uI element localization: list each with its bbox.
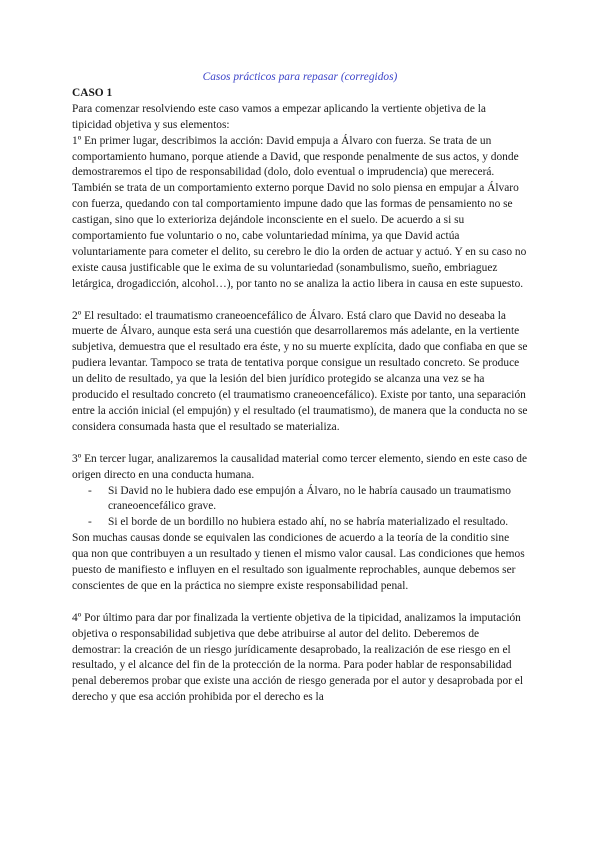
document-page	[72, 70, 528, 706]
causes-list	[72, 484, 528, 532]
point-2-paragraph: 2º El resultado: el traumatismo craneoencefálico de Álvaro. Está claro que David no deseaba la muerte de Álvaro, aunque esta será una cuestión que desarrollaremos más adelante, en la vertiente subjetiva, demuestra que el resultado era éste, y no su muerte explícita, dado que confiaba en que se pudiera levantar. Tampoco se trata de tentativa porque consigue un resultado concreto. Se produce un delito de resultado, ya que la lesión del bien jurídico protegido se alcanza una vez se ha producido el resultado concreto (el traumatismo craneoencefálico). Existe por tanto, una separación entre la acción inicial (el empujón) y el resultado (el traumatismo), de manera que la conducta no se considera consumada hasta que el resultado se materializa.	[72, 309, 528, 433]
document-title: Casos prácticos para repasar (corregidos)	[202, 71, 398, 83]
point-4-paragraph: 4º Por último para dar por finalizada la vertiente objetiva de la tipicidad, analizamos la imputación objetiva o responsabilidad subjetiva que debe atribuirse al autor del delito. Deberemos de demostrar: la creación de un riesgo jurídicamente desaprobado, la realización de ese riesgo en el resultado, y el alcance del fin de la protección de la norma. Para poder hablar de responsabilidad penal deberemos probar que existe una acción de riesgo generada por el autor y desaprobada por el derecho y que esa acción prohibida por el derecho es la	[72, 611, 524, 704]
list-item-text: Si David no le hubiera dado ese empujón a Álvaro, no le habría causado un traumatismo craneoencefálico grave.	[108, 484, 511, 513]
point-3-paragraph: 3º En tercer lugar, analizaremos la causalidad material como tercer elemento, siendo en este caso de origen directo en una conducta humana.	[72, 452, 528, 481]
paragraph-spacer	[72, 436, 528, 452]
dash-bullet: -	[88, 484, 92, 497]
paragraph-spacer	[72, 595, 528, 611]
point-3-conclusion: Son muchas causas donde se equivalen las condiciones de acuerdo a la teoría de la conditio sine qua non que contribuyen a un resultado y tienen el mismo valor causal. Las condiciones que hemos puesto de manifiesto e influyen en el resultado son igualmente reprochables, aunque debemos ser conscientes de que en la práctica no siempre existe responsabilidad penal.	[72, 532, 525, 592]
list-item-text: Si el borde de un bordillo no hubiera estado ahí, no se habría materializado el resultado.	[108, 516, 509, 529]
paragraph-spacer	[72, 293, 528, 309]
point-1-paragraph: 1º En primer lugar, describimos la acción: David empuja a Álvaro con fuerza. Se trata de un comportamiento humano, porque atiende a David, que responde penalmente de sus actos, y donde demostraremos el tipo de responsabilidad (dolo, dolo eventual o imprudencia) que merecerá. También se trata de un comportamiento externo porque David no solo piensa en empujar a Álvaro con fuerza, quedando con tal comportamiento impune dado que las formas de pensamiento no se castigan, sino que lo exterioriza dejándole inconsciente en el suelo. De acuerdo a si su comportamiento fue voluntario o no, cabe voluntariedad mínima, ya que David actúa voluntariamente para cometer el delito, su cerebro le dio la orden de actuar y actuó. Y en su caso no existe causa justificable que le exima de su voluntariedad (sonambulismo, sueño, embriaguez letárgica, drogadicción, alcohol…), por tanto no se analiza la actio libera in causa en este supuesto.	[72, 134, 527, 290]
list-item	[88, 515, 528, 531]
case-heading: CASO 1	[72, 86, 113, 99]
dash-bullet: -	[88, 516, 92, 529]
list-item	[88, 484, 528, 516]
intro-paragraph: Para comenzar resolviendo este caso vamos a empezar aplicando la vertiente objetiva de la tipicidad objetiva y sus elementos:	[72, 102, 486, 131]
